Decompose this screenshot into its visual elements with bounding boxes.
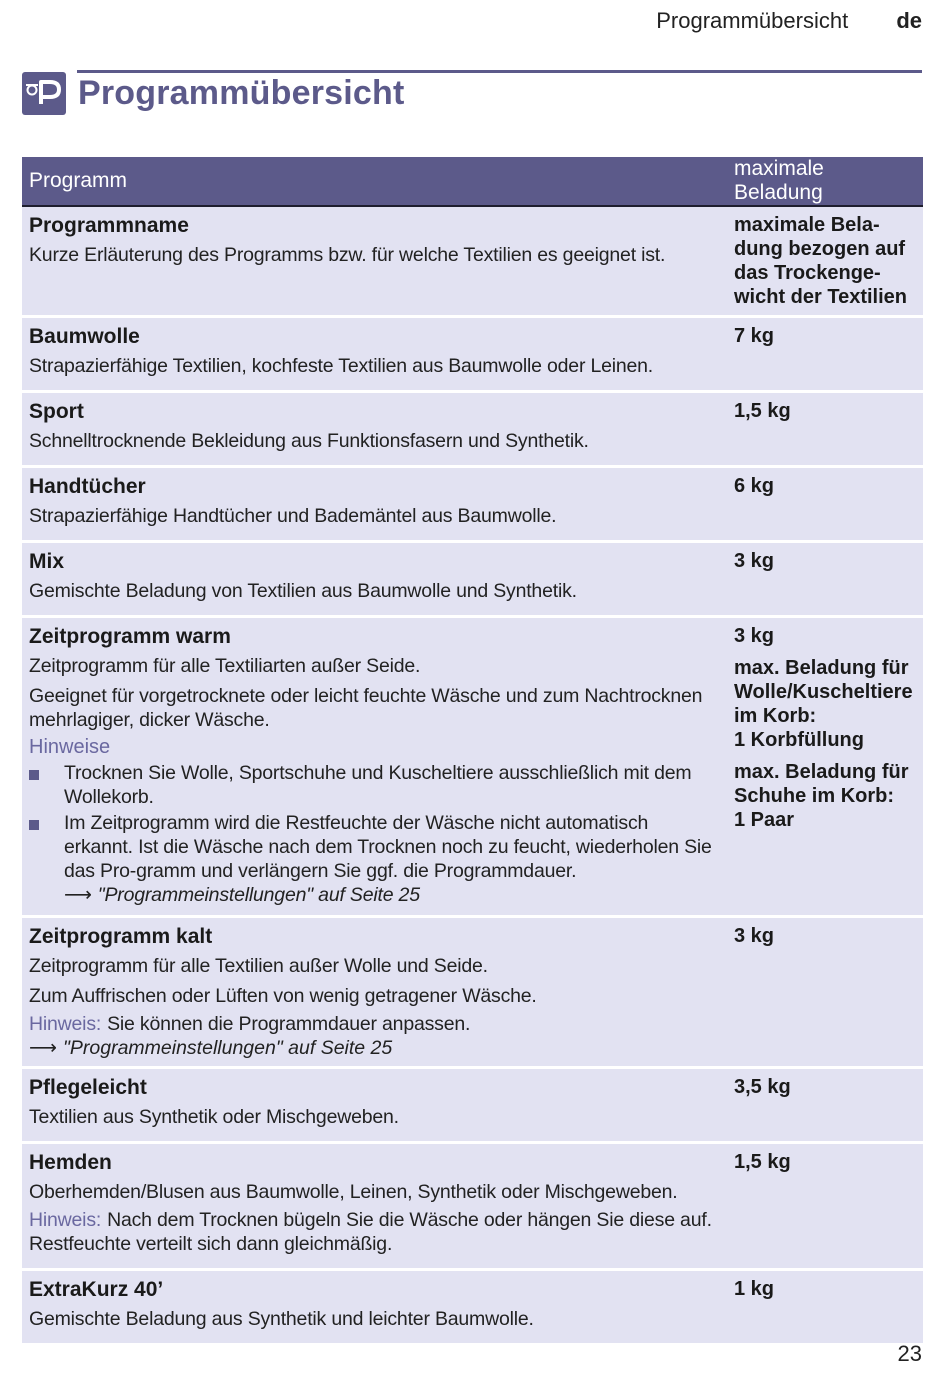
table-row-handtuecher bbox=[22, 467, 923, 542]
hints-heading: Hinweise bbox=[29, 736, 111, 758]
program-p-icon bbox=[22, 72, 66, 115]
hint-text: Sie können die Programmdauer anpassen. bbox=[107, 1013, 471, 1035]
page-number: 23 bbox=[897, 1341, 922, 1366]
program-name: ExtraKurz 40’ bbox=[29, 1278, 164, 1301]
program-name: Zeitprogramm kalt bbox=[29, 925, 213, 948]
hint-text: Nach dem Trocknen bügeln Sie die Wäsche oder hängen Sie diese auf. Restfeuchte verteilt sich dann gleichmäßig. bbox=[29, 1209, 712, 1255]
hints-list bbox=[29, 761, 720, 907]
load-cell bbox=[727, 617, 923, 917]
load-text: Wolle/Kuscheltiere bbox=[734, 681, 913, 703]
page-reference bbox=[29, 1036, 720, 1060]
program-description: Kurze Erläuterung des Programms bzw. für welche Textilien es geeignet ist. bbox=[29, 244, 666, 266]
program-hint bbox=[29, 1208, 720, 1256]
hint-label: Hinweis: bbox=[29, 1013, 102, 1035]
load-text: das Trockenge- bbox=[734, 262, 881, 284]
program-cell bbox=[22, 392, 727, 467]
load-cell: 1,5 kg bbox=[727, 1143, 923, 1270]
program-name: Sport bbox=[29, 400, 84, 423]
running-header bbox=[656, 8, 922, 34]
load-text: maximale Bela- bbox=[734, 214, 880, 236]
arrow-right-icon: ⟶ bbox=[29, 1037, 57, 1059]
page-title: Programmübersicht bbox=[78, 74, 405, 112]
load-cell: 3,5 kg bbox=[727, 1068, 923, 1143]
table-row-legend bbox=[22, 206, 923, 317]
program-description: Gemischte Beladung aus Synthetik und leichter Baumwolle. bbox=[29, 1308, 534, 1330]
table-row-pflegeleicht bbox=[22, 1068, 923, 1143]
table-row-baumwolle bbox=[22, 317, 923, 392]
program-name: Mix bbox=[29, 550, 65, 573]
running-header-section: Programmübersicht bbox=[656, 8, 849, 33]
running-header-language: de bbox=[896, 8, 922, 33]
program-description: Schnelltrocknende Bekleidung aus Funktionsfasern und Synthetik. bbox=[29, 430, 589, 452]
load-text: wicht der Textilien bbox=[734, 286, 907, 308]
table-row-sport bbox=[22, 392, 923, 467]
program-description: Zeitprogramm für alle Textilien außer Wolle und Seide. bbox=[29, 955, 488, 977]
column-header-max-load: maximale Beladung bbox=[727, 157, 923, 206]
bullet-square-icon bbox=[29, 770, 39, 780]
hint-text: Trocknen Sie Wolle, Sportschuhe und Kuscheltiere ausschließlich mit dem Wollekorb. bbox=[64, 762, 692, 808]
program-cell bbox=[22, 1143, 727, 1270]
arrow-right-icon: ⟶ bbox=[64, 884, 92, 906]
program-cell bbox=[22, 1270, 727, 1345]
list-item bbox=[29, 811, 720, 907]
load-cell: 3 kg bbox=[727, 917, 923, 1068]
bullet-square-icon bbox=[29, 820, 39, 830]
table-row-hemden bbox=[22, 1143, 923, 1270]
program-name: Pflegeleicht bbox=[29, 1076, 147, 1099]
load-text: 1 Paar bbox=[734, 809, 795, 831]
program-description: Geeignet für vorgetrocknete oder leicht feuchte Wäsche und zum Nachtrocknen mehrlagiger, dicker Wäsche. bbox=[29, 685, 703, 731]
table-row-zeitprogramm-kalt bbox=[22, 917, 923, 1068]
program-name: Programmname bbox=[29, 214, 189, 237]
program-cell bbox=[22, 1068, 727, 1143]
program-cell bbox=[22, 467, 727, 542]
program-name: Baumwolle bbox=[29, 325, 140, 348]
hint-label: Hinweis: bbox=[29, 1209, 102, 1231]
title-rule bbox=[77, 70, 922, 73]
program-name: Hemden bbox=[29, 1151, 112, 1174]
load-text: max. Beladung für bbox=[734, 657, 909, 679]
hint-text: Im Zeitprogramm wird die Restfeuchte der Wäsche nicht automatisch erkannt. Ist die Wäsche nach dem Trocknen noch zu feucht, wiederholen Sie das Pro-gramm und verlängern Sie ggf. die Programmdauer. bbox=[64, 812, 712, 882]
load-text: max. Beladung für bbox=[734, 761, 909, 783]
load-cell: 6 kg bbox=[727, 467, 923, 542]
load-text: Schuhe im Korb: bbox=[734, 785, 895, 807]
program-description: Zum Auffrischen oder Lüften von wenig getragener Wäsche. bbox=[29, 985, 537, 1007]
load-cell: 3 kg bbox=[727, 542, 923, 617]
load-cell: 7 kg bbox=[727, 317, 923, 392]
load-cell: 1,5 kg bbox=[727, 392, 923, 467]
load-text: im Korb: bbox=[734, 705, 817, 727]
table-row-mix bbox=[22, 542, 923, 617]
program-cell bbox=[22, 206, 727, 317]
load-text: 1 Korbfüllung bbox=[734, 729, 864, 751]
load-text: 3 kg bbox=[734, 625, 775, 647]
program-description: Strapazierfähige Textilien, kochfeste Textilien aus Baumwolle oder Leinen. bbox=[29, 355, 654, 377]
load-cell bbox=[727, 206, 923, 317]
program-cell bbox=[22, 617, 727, 917]
reference-text: "Programmeinstellungen" auf Seite 25 bbox=[62, 1037, 393, 1059]
page-reference bbox=[64, 884, 420, 906]
program-description: Oberhemden/Blusen aus Baumwolle, Leinen, Synthetik oder Mischgeweben. bbox=[29, 1181, 678, 1203]
table-row-extrakurz bbox=[22, 1270, 923, 1345]
program-name: Zeitprogramm warm bbox=[29, 625, 231, 648]
column-header-program: Programm bbox=[22, 157, 727, 206]
table-header-row bbox=[22, 157, 923, 206]
program-cell bbox=[22, 917, 727, 1068]
reference-text: "Programmeinstellungen" auf Seite 25 bbox=[97, 884, 420, 906]
program-hint bbox=[29, 1012, 720, 1036]
program-description: Strapazierfähige Handtücher und Bademäntel aus Baumwolle. bbox=[29, 505, 557, 527]
list-item bbox=[29, 761, 720, 809]
program-table bbox=[22, 157, 923, 1346]
program-name: Handtücher bbox=[29, 475, 146, 498]
program-description: Gemischte Beladung von Textilien aus Baumwolle und Synthetik. bbox=[29, 580, 577, 602]
program-description: Textilien aus Synthetik oder Mischgeweben. bbox=[29, 1106, 399, 1128]
load-cell: 1 kg bbox=[727, 1270, 923, 1345]
program-cell bbox=[22, 542, 727, 617]
load-text: dung bezogen auf bbox=[734, 238, 906, 260]
program-description: Zeitprogramm für alle Textiliarten außer Seide. bbox=[29, 655, 421, 677]
table-row-zeitprogramm-warm bbox=[22, 617, 923, 917]
program-cell bbox=[22, 317, 727, 392]
